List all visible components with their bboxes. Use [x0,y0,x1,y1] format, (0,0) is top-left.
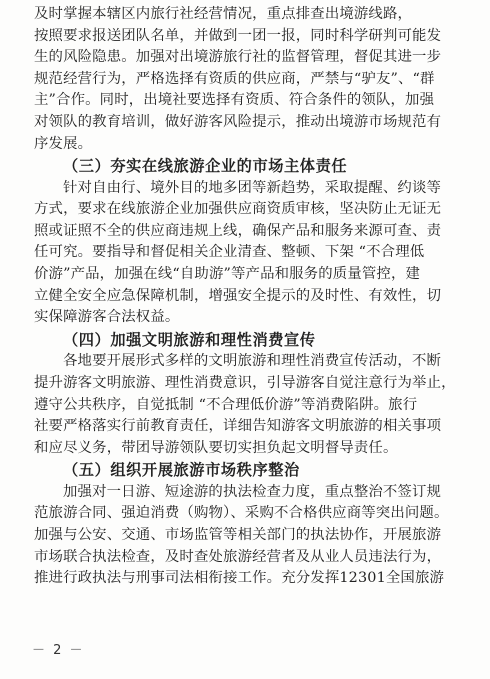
text-line: 方式，要求在线旅游企业加强供应商资质审核，坚决防止无证无 [34,201,442,218]
section-heading: （三）夯实在线旅游企业的市场主体责任 [63,157,348,176]
text-line: 序发展。 [34,135,93,152]
text-line: 对领队的教育培训，做好游客风险提示，推动出境游市场规范有 [34,113,442,130]
text-line: 遵守公共秩序，自觉抵制 “不合理低价游”等消费陷阱。旅行 [34,396,418,413]
section-heading: （四）加强文明旅游和理性消费宣传 [63,330,316,349]
page-number: － 2 － [32,643,85,658]
text-line: 提升游客文明旅游、理性消费意识，引导游客自觉注意行为举止， [34,374,456,391]
text-line: 主”合作。同时，出境社要选择有资质、符合条件的领队，加强 [34,92,435,109]
text-line: 范旅游合同、强迫消费（购物）、采购不合格供应商等突出问题。 [34,505,449,522]
text-line: 市场联合执法检查，及时查处旅游经营者及从业人员违法行为， [34,548,442,565]
text-line: 针对自由行、境外目的地多团等新趋势，采取提醒、约谈等 [63,179,442,196]
text-line: 实保障游客合法权益。 [34,309,180,326]
paragraph [34,482,466,590]
text-line: 社要严格落实行前教育责任，详细告知游客文明旅游的相关事项 [34,418,442,435]
paragraph [34,351,466,459]
paragraph [34,4,466,155]
section-heading: （五）组织开展旅游市场秩序整治 [63,461,300,480]
text-line: 价游”产品，加强在线“自助游”等产品和服务的质量管控，建 [34,266,421,283]
text-line: 及时掌握本辖区内旅行社经营情况，重点排查出境游线路， [34,6,413,22]
paragraph [34,178,466,329]
text-line: 规范经营行为，严格选择有资质的供应商，严禁与“驴友”、“群 [34,70,435,87]
text-line: 立健全安全应急保障机制，增强安全提示的及时性、有效性，切 [34,287,442,304]
text-line: 和应尽义务，带团导游领队要切实担负起文明督导责任。 [34,439,398,456]
text-line: 各地要开展形式多样的文明旅游和理性消费宣传活动，不断 [63,353,442,370]
text-line: 任可究。要指导和督促相关企业清查、整顿、下架 “不合理低 [34,244,425,261]
text-line: 生的风险隐患。加强对出境游旅行社的监督管理，督促其进一步 [34,49,442,66]
text-line: 加强与公安、交通、市场监管等相关部门的执法协作，开展旅游 [34,526,442,543]
document-body [34,4,466,590]
text-line: 加强对一日游、短途游的执法检查力度，重点整治不签订规 [63,483,442,500]
text-line: 照或证照不全的供应商违规上线，确保产品和服务来源可查、责 [34,222,442,239]
text-line: 按照要求报送团队名单，并做到一团一报，同时科学研判可能发 [34,27,442,44]
text-line: 推进行政执法与刑事司法相衔接工作。充分发挥12301全国旅游 [34,570,445,587]
